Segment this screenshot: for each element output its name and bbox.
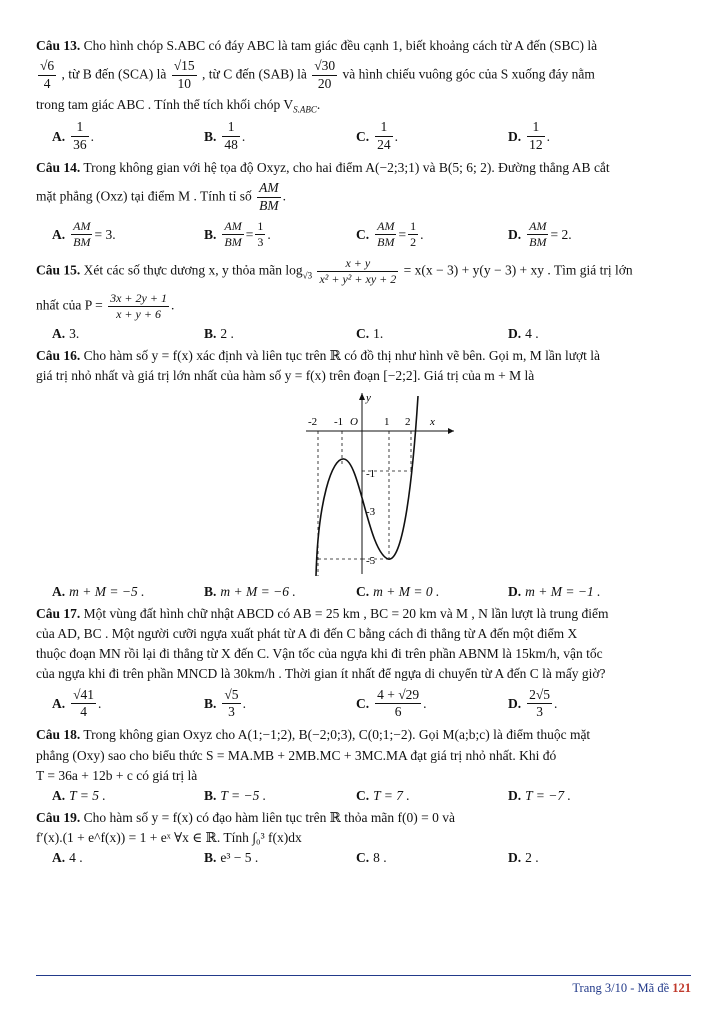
x-tick-label: 2 bbox=[405, 415, 411, 428]
option-c[interactable]: C. $\frac{1}{24}$ . bbox=[356, 119, 398, 153]
option-b[interactable]: B. e³ − 5 . bbox=[204, 850, 259, 866]
option-a[interactable]: A. $\frac{1}{36}$ . bbox=[52, 119, 94, 153]
option-c[interactable]: C. $\frac{4 + √29}{6}$ . bbox=[356, 686, 427, 720]
answer-options bbox=[36, 788, 691, 804]
fraction: $\frac{√15}{10}$ bbox=[173, 58, 195, 92]
question-15: Câu 15. Xét các số thực dương x, y thỏa mãn $\log_{√3}$ $\frac{x + y}{\text{x² + y² + xy + 2}}$ = x(x − 3) + y(y − 3) + xy . Tìm giá trị lớn nhất của P = $\frac{3x + 2y + 1}{x + y + 6}$ . A. 3. B. 2 . C. 1. D. 4 . bbox=[36, 256, 691, 342]
exam-page bbox=[36, 36, 691, 873]
question-17: Câu 17. Một vùng đất hình chữ nhật ABCD có AB = 25 km , BC = 20 km và M , N lần lượt là trung điểm của AD, BC . Một người cưỡi ngựa xuất phát từ A đi đến C bằng cách đi thẳng từ A đến một điểm X thuộc đoạn MN rồi lại đi thẳng từ X đến C. Vận tốc của ngựa khi đi trên phần ABNM là 15km/h, vận tốc của ngựa khi đi trên phần MNCD là 30km/h . Thời gian ít nhất để ngựa di chuyển từ A đến C là mấy giờ? A. $\frac{√41}{4}$ . B. $\frac{√5}{3}$ . C. $\frac{4 + √29}{6}$ . D. $\frac{2√5}{3}$ . bbox=[36, 606, 691, 722]
question-16: Câu 16. Cho hàm số y = f(x) xác định và liên tục trên ℝ có đồ thị như hình vẽ bên. Gọi m, M lần lượt là giá trị nhỏ nhất và giá trị lớn nhất của hàm số y = f(x) trên đoạn [−2;2]. Giá trị của m + M là y x O -2 -1 1 2 -1 -3 -5 A. m + M = −5 . B. m + M = −6 . C. m + M = 0 . D. m + M = −1 . bbox=[36, 348, 691, 600]
option-b[interactable]: B. $\frac{1}{48}$ . bbox=[204, 119, 246, 153]
question-18: Câu 18. Trong không gian Oxyz cho A(1;−1;2), B(−2;0;3), C(0;1;−2). Gọi M(a;b;c) là điểm thuộc mặt phẳng (Oxy) sao cho biểu thức S = MA.MB + 2MB.MC + 3MC.MA đạt giá trị nhỏ nhất. Khi đó T = 36a + 12b + c có giá trị là A. T = 5 . B. T = −5 . C. T = 7 . D. T = −7 . bbox=[36, 727, 691, 804]
option-a[interactable]: A. m + M = −5 . bbox=[52, 583, 145, 599]
option-b[interactable]: B. $\frac{AM}{BM}$ = $\frac{1}{3}$ . bbox=[204, 219, 271, 250]
option-d[interactable]: D. 4 . bbox=[508, 326, 539, 342]
question-number: Câu 14. bbox=[36, 160, 81, 176]
question-number: Câu 16. bbox=[36, 348, 81, 364]
fraction: $\frac{√6}{4}$ bbox=[40, 58, 55, 92]
answer-options bbox=[36, 850, 691, 866]
option-b[interactable]: B. 2 . bbox=[204, 326, 234, 342]
y-axis-label: y bbox=[366, 391, 371, 404]
option-d[interactable]: D. $\frac{AM}{BM}$ = 2. bbox=[508, 219, 572, 250]
option-a[interactable]: A. $\frac{AM}{BM}$ = 3. bbox=[52, 219, 116, 250]
y-axis-arrow bbox=[359, 393, 365, 400]
option-c[interactable]: C. $\frac{AM}{BM}$ = $\frac{1}{2}$ . bbox=[356, 219, 424, 250]
question-number: Câu 18. bbox=[36, 727, 81, 743]
question-19: Câu 19. Cho hàm số y = f(x) có đạo hàm liên tục trên ℝ thỏa mãn f(0) = 0 và f′(x).(1 + e^f(x)) = 1 + eˣ ∀x ∈ ℝ. Tính ∫₀³ f(x)dx A. 4 . B. e³ − 5 . C. 8 . D. 2 . bbox=[36, 810, 691, 867]
option-d[interactable]: D. $\frac{2√5}{3}$ . bbox=[508, 686, 558, 720]
answer-options bbox=[36, 687, 691, 722]
footer-text: Trang 3/10 - Mã đề 121 bbox=[572, 981, 691, 995]
question-13: Câu 13. Cho hình chóp S.ABC có đáy ABC là tam giác đều cạnh 1, biết khoảng cách từ A đến (SBC) là $\frac{√6}{4}$ , từ B đến (SCA) là $\frac{√15}{10}$ , từ C đến (SAB) là $\frac{√30}{20}$ và hình chiếu vuông góc của S xuống đáy nằm trong tam giác ABC . Tính thể tích khối chóp $V_{S.ABC}$. A. $\frac{1}{36}$ . B. $\frac{1}{48}$ . C. $\frac{1}{24}$ . D. $\frac{1}{12}$ . bbox=[36, 38, 691, 154]
question-number: Câu 19. bbox=[36, 810, 81, 826]
option-d[interactable]: D. T = −7 . bbox=[508, 787, 571, 803]
answer-options bbox=[36, 219, 691, 250]
option-a[interactable]: A. T = 5 . bbox=[52, 787, 106, 803]
option-c[interactable]: C. m + M = 0 . bbox=[356, 583, 440, 599]
option-a[interactable]: A. 3. bbox=[52, 326, 80, 342]
question-text: Cho hình chóp S.ABC có đáy ABC là tam giác đều cạnh 1, biết khoảng cách từ A đến (SBC) là bbox=[83, 38, 598, 53]
answer-options bbox=[36, 119, 691, 154]
question-number: Câu 17. bbox=[36, 605, 81, 621]
function-graph bbox=[306, 391, 456, 576]
option-c[interactable]: C. T = 7 . bbox=[356, 787, 410, 803]
x-axis-arrow bbox=[448, 428, 454, 434]
y-tick-label: -1 bbox=[366, 467, 376, 480]
x-tick-label: 1 bbox=[384, 415, 390, 428]
x-tick-label: -2 bbox=[308, 415, 318, 428]
question-number: Câu 15. bbox=[36, 262, 81, 278]
origin-label: O bbox=[350, 415, 358, 428]
x-tick-label: -1 bbox=[334, 415, 344, 428]
option-b[interactable]: B. T = −5 . bbox=[204, 787, 267, 803]
option-b[interactable]: B. $\frac{√5}{3}$ . bbox=[204, 686, 246, 720]
answer-options bbox=[36, 584, 691, 600]
option-d[interactable]: D. 2 . bbox=[508, 850, 539, 866]
option-c[interactable]: C. 8 . bbox=[356, 850, 387, 866]
question-14: Câu 14. Trong không gian với hệ tọa độ Oxyz, cho hai điểm A(−2;3;1) và B(5; 6; 2). Đường thẳng AB cắt mặt phẳng (Oxz) tại điểm M . Tính tỉ số $\frac{AM}{BM}$ . A. $\frac{AM}{BM}$ = 3. B. $\frac{AM}{BM}$ = $\frac{1}{3}$ . C. $\frac{AM}{BM}$ = $\frac{1}{2}$ . D. $\frac{AM}{BM}$ = 2. bbox=[36, 160, 691, 250]
fraction: $\frac{√30}{20}$ bbox=[314, 58, 336, 92]
page-footer bbox=[36, 975, 691, 995]
function-curve bbox=[316, 396, 418, 576]
x-axis-label: x bbox=[430, 415, 435, 428]
y-tick-label: -3 bbox=[366, 505, 376, 518]
fraction: $\frac{AM}{BM}$ bbox=[259, 180, 279, 214]
option-d[interactable]: D. m + M = −1 . bbox=[508, 583, 601, 599]
option-a[interactable]: A. 4 . bbox=[52, 850, 83, 866]
fraction: $\frac{x + y}{\text{x² + y² + xy + 2}}$ bbox=[319, 256, 397, 287]
exam-code: 121 bbox=[672, 981, 691, 995]
question-number: Câu 13. bbox=[36, 38, 81, 53]
y-tick-label: -5 bbox=[366, 554, 376, 567]
option-b[interactable]: B. m + M = −6 . bbox=[204, 583, 296, 599]
question-text: Trong không gian với hệ tọa độ Oxyz, cho hai điểm A(−2;3;1) và B(5; 6; 2). Đường thẳng AB cắt bbox=[83, 160, 610, 176]
option-a[interactable]: A. $\frac{√41}{4}$ . bbox=[52, 686, 102, 720]
answer-options bbox=[36, 326, 691, 342]
fraction: $\frac{3x + 2y + 1}{x + y + 6}$ bbox=[110, 291, 167, 322]
option-c[interactable]: C. 1. bbox=[356, 326, 384, 342]
option-d[interactable]: D. $\frac{1}{12}$ . bbox=[508, 119, 550, 153]
